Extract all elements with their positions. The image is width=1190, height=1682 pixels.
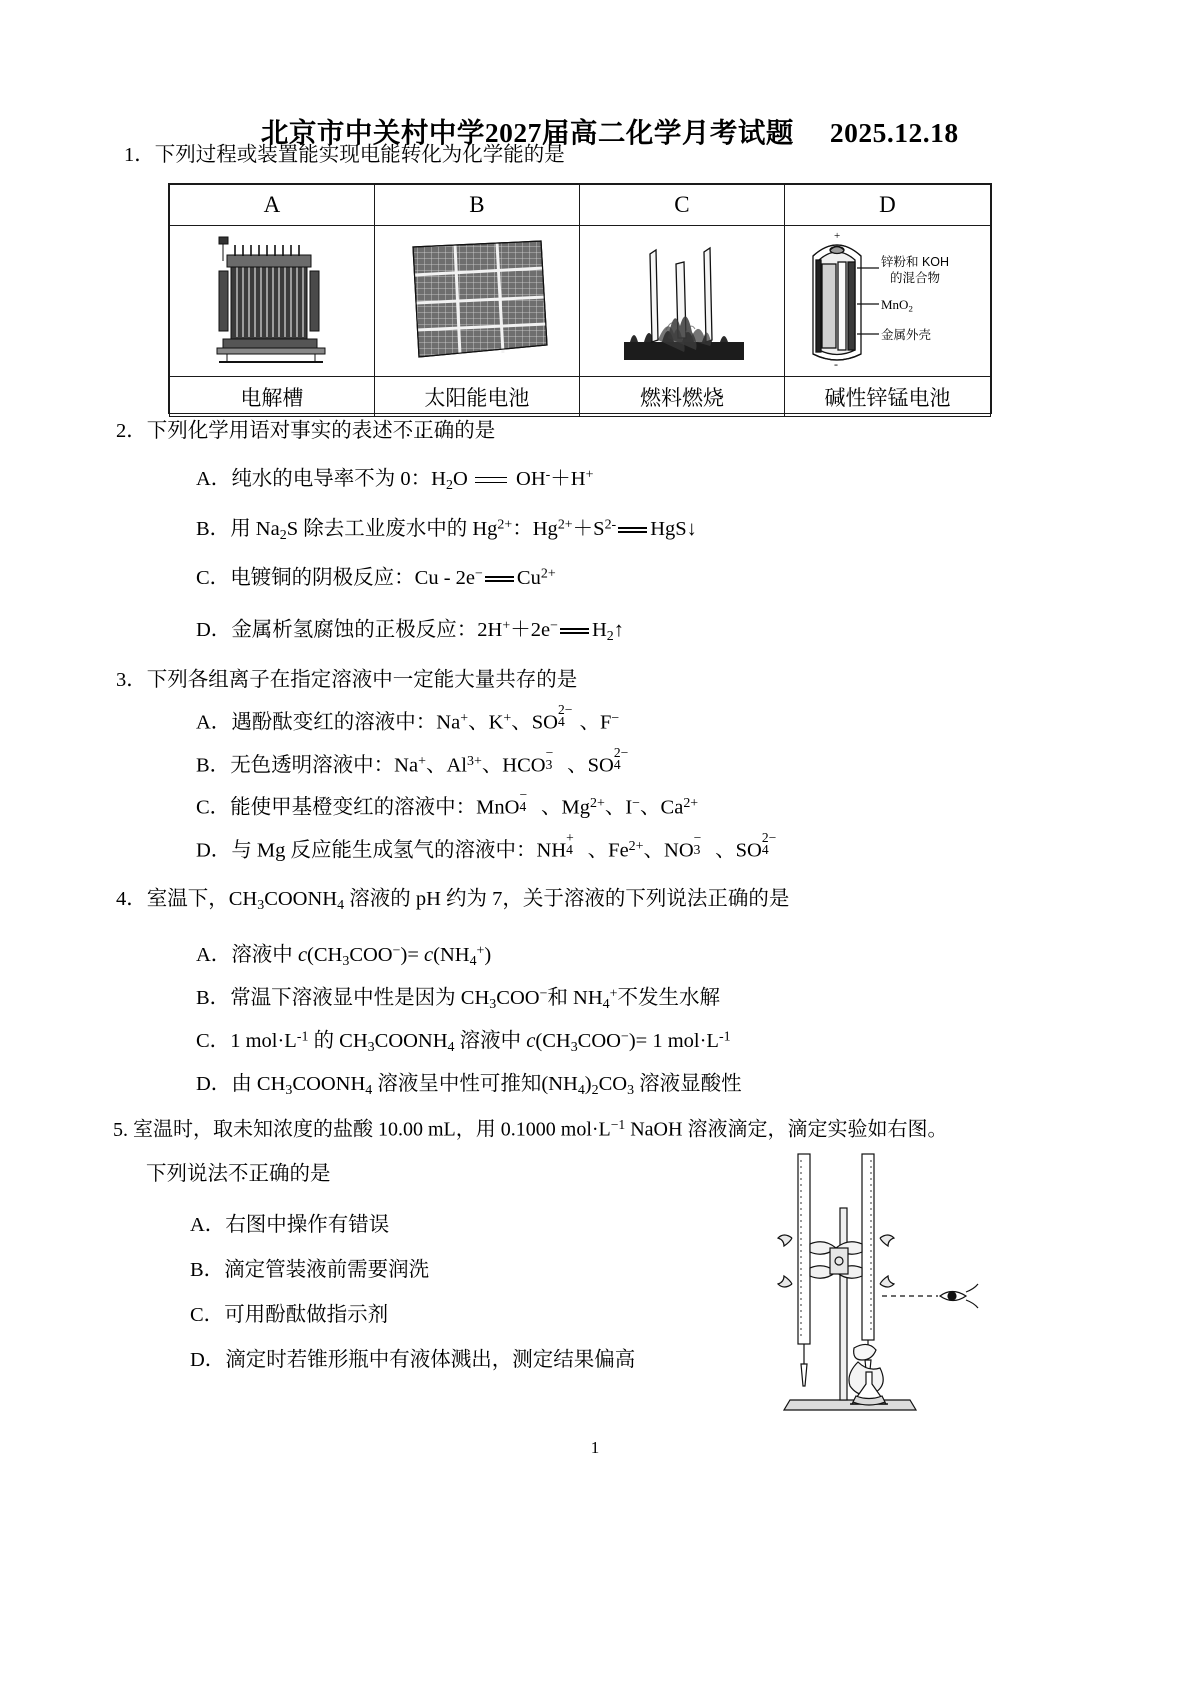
cell-image-alkaline-battery xyxy=(784,226,990,377)
question-1-number: 1． xyxy=(124,144,155,166)
question-5-option-b: B．滴定管装液前需要润洗 xyxy=(190,1259,430,1281)
battery-plus-label: + xyxy=(833,230,841,242)
option-letter: C． xyxy=(196,567,231,589)
title-date: 2025.12.18 xyxy=(829,117,959,148)
table-label-row xyxy=(170,377,991,417)
option-letter: D． xyxy=(196,619,232,641)
option-letter: A． xyxy=(196,944,232,966)
table-col-c: C xyxy=(579,185,784,226)
question-1-table xyxy=(168,183,992,414)
battery-minus-label: - xyxy=(833,357,838,371)
option-letter: A． xyxy=(196,468,232,490)
option-letter: B． xyxy=(190,1259,225,1281)
option-letter: A． xyxy=(196,711,232,734)
battery-callout-shell: 金属外壳 xyxy=(880,328,931,342)
title-text: 北京市中关村中学2027届高二化学月考试题 xyxy=(260,117,794,148)
cell-label-fuel: 燃料燃烧 xyxy=(579,377,784,417)
cell-label-battery: 碱性锌锰电池 xyxy=(784,377,990,417)
cell-label-electrolysis: 电解槽 xyxy=(170,377,375,417)
question-4-stem: 4．室温下，$CH_3COONH_4$ 溶液的 pH 约为 7，关于溶液的下列说法正确的是 xyxy=(116,888,790,913)
cell-image-electrolysis xyxy=(170,226,375,377)
cell-image-solar-panel xyxy=(374,226,579,377)
question-5-number: 5. xyxy=(113,1118,128,1141)
page-number: 1 xyxy=(590,1438,600,1457)
question-2-option-a: A．纯水的电导率不为 0：$H_2O$ OH-＋H+ xyxy=(196,467,594,493)
question-4-number: 4． xyxy=(116,888,147,910)
question-2-text-after: 的是 xyxy=(454,420,496,442)
table-header-row xyxy=(170,185,991,226)
question-3-option-a: A．遇酚酞变红的溶液中：Na+、K+、SO 2− 4 、F− xyxy=(196,701,620,734)
titration-setup-icon xyxy=(770,1148,1010,1418)
option-letter: D． xyxy=(196,1073,232,1095)
question-4-option-b: B．常温下溶液显中性是因为 $CH_3COO^-$和 $NH_4^+$不发生水解 xyxy=(196,986,721,1012)
cell-label-solar: 太阳能电池 xyxy=(374,377,579,417)
question-3-option-d: D．与 Mg 反应能生成氢气的溶液中：NH + 4 、$Fe^{2+}$、NO − 3 、SO 2− 4 xyxy=(196,829,777,862)
question-5-option-d: D．滴定时若锥形瓶中有液体溅出，测定结果偏高 xyxy=(190,1349,636,1371)
question-4-option-c: C．1 $mol\cdot L^{-1}$ 的 $CH_3COONH_4$ 溶液中 $c(CH_3COO^-)= 1$ $mol\cdot L^{-1}$ xyxy=(196,1029,731,1055)
battery-callout-zinc: 锌粉和 KOH 的混合物 xyxy=(880,255,950,285)
table-col-a: A xyxy=(170,185,375,226)
table-col-d: D xyxy=(784,185,990,226)
option-letter: B． xyxy=(196,754,231,777)
option-letter: A． xyxy=(190,1214,226,1236)
option-letter: B． xyxy=(196,987,231,1009)
option-letter: C． xyxy=(196,796,231,819)
question-2-text-before: 下列化学用语对事实的表述 xyxy=(146,420,393,442)
question-5-option-c: C．可用酚酞做指示剂 xyxy=(190,1304,389,1326)
question-2-stem xyxy=(116,418,495,446)
option-letter: B． xyxy=(196,518,231,540)
fuel-burning-icon xyxy=(602,234,762,368)
question-5-stem-line-1: 5. 室温时，取未知浓度的盐酸 10.00 mL，用 0.1000 $mol\cdot L^{-1}$ NaOH 溶液滴定，滴定实验如右图。 xyxy=(113,1116,947,1144)
electrolysis-cell-icon xyxy=(197,231,347,371)
option-letter: C． xyxy=(190,1304,225,1326)
battery-callout-mno2: MnO$_2$ xyxy=(880,297,913,314)
question-3-option-c: C．能使甲基橙变红的溶液中：MnO − 4 、$Mg^{2+}$、I−、$Ca^{2+}$ xyxy=(196,786,699,819)
question-5-text-after: 的是 xyxy=(289,1163,331,1185)
question-3-text: 下列各组离子在指定溶液中一定能大量共存的是 xyxy=(146,669,578,691)
solar-panel-icon xyxy=(397,235,557,367)
question-5-text-before: 下列说法 xyxy=(146,1163,228,1185)
question-2-option-c: C．电镀铜的阴极反应：Cu - 2e− $Cu^{2+}$ xyxy=(196,566,556,589)
battery-leader-lines xyxy=(855,230,881,372)
question-3-number: 3． xyxy=(116,669,147,691)
question-5-emphasis: 不正确 ・・・ xyxy=(228,1161,290,1189)
question-2-number: 2． xyxy=(116,420,147,442)
titration-apparatus-figure xyxy=(770,1148,1010,1418)
question-5-stem-line-2 xyxy=(146,1161,331,1189)
question-3-option-b: B．无色透明溶液中：Na+、$Al^{3+}$、HCO − 3 、SO 2− 4 xyxy=(196,744,629,777)
question-2-option-b: B．用 $Na_2S$ 除去工业废水中的 $Hg^{2+}$：$Hg^{2+}+S^{2-}$ HgS↓ xyxy=(196,517,697,543)
option-letter: D． xyxy=(190,1349,226,1371)
option-letter: C． xyxy=(196,1030,231,1052)
cell-image-fuel-burning xyxy=(579,226,784,377)
table-image-row xyxy=(170,226,991,377)
question-5-option-a: A．右图中操作有错误 xyxy=(190,1214,390,1236)
question-1-text: 下列过程或装置能实现电能转化为化学能的是 xyxy=(154,144,565,166)
question-4-option-a: A．溶液中 $c(CH_3COO^-)= c(NH_4^+)$ xyxy=(196,943,492,969)
question-2-option-d: D．金属析氢腐蚀的正极反应：2H+＋2e− $H_2↑$ xyxy=(196,618,625,644)
question-3-stem xyxy=(116,667,577,695)
question-4-option-d: D．由 $CH_3COONH_4$ 溶液呈中性可推知$(NH_4)_2CO_3$ 溶液显酸性 xyxy=(196,1073,742,1098)
option-letter: D． xyxy=(196,839,232,862)
question-1-stem xyxy=(124,142,565,170)
question-2-emphasis: 不正确 ・・・ xyxy=(393,418,455,446)
table-col-b: B xyxy=(374,185,579,226)
